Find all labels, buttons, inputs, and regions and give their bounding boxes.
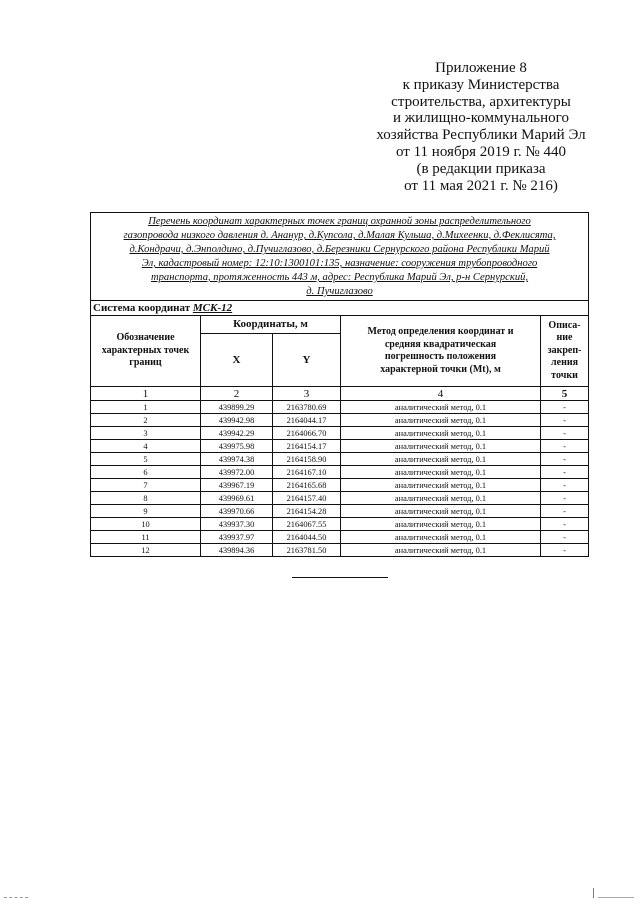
method-cell: аналитический метод, 0.1 (341, 466, 541, 479)
point-number-cell: 11 (91, 531, 201, 544)
table-row (91, 427, 589, 440)
table-row (91, 544, 589, 557)
method-cell: аналитический метод, 0.1 (341, 453, 541, 466)
y-coordinate-cell: 2164154.17 (273, 440, 341, 453)
y-coordinate-cell: 2164154.28 (273, 505, 341, 518)
column-number-row (91, 387, 589, 401)
description-cell: - (541, 414, 589, 427)
x-coordinate-cell: 439942.98 (201, 414, 273, 427)
column-number: 1 (91, 387, 201, 401)
method-cell: аналитический метод, 0.1 (341, 401, 541, 414)
column-number: 5 (541, 387, 589, 401)
title-line: газопровода низкого давления д. Ананур, д.Купсола, д.Малая Кульша, д.Михеенки, д.Феклисята, (123, 230, 556, 241)
header-text-line: Описа- (548, 319, 581, 331)
description-cell: - (541, 427, 589, 440)
method-cell: аналитический метод, 0.1 (341, 544, 541, 557)
x-coordinate-cell: 439975.98 (201, 440, 273, 453)
point-number-cell: 5 (91, 453, 201, 466)
table-row (91, 401, 589, 414)
description-header (541, 316, 589, 387)
x-coordinate-cell: 439894.36 (201, 544, 273, 557)
method-cell: аналитический метод, 0.1 (341, 518, 541, 531)
description-cell: - (541, 505, 589, 518)
y-coordinate-cell: 2164044.50 (273, 531, 341, 544)
column-number: 2 (201, 387, 273, 401)
title-line: д.Кондрачи, д.Энполдино, д.Пучиглазово, д.Березники Сернурского района Республики Марий (129, 244, 550, 255)
coordinates-header: Координаты, м (201, 316, 341, 334)
table-row (91, 505, 589, 518)
header-text-line: ления (551, 357, 579, 369)
y-coordinate-cell: 2164157.40 (273, 492, 341, 505)
header-line: (в редакции приказа (416, 160, 546, 177)
method-cell: аналитический метод, 0.1 (341, 427, 541, 440)
point-number-cell: 12 (91, 544, 201, 557)
header-text-line: Обозначение (116, 332, 175, 344)
x-header: X (201, 334, 273, 387)
x-coordinate-cell: 439937.30 (201, 518, 273, 531)
coordinate-system-label: Система координат (93, 301, 191, 314)
table-row (91, 518, 589, 531)
description-cell: - (541, 518, 589, 531)
title-line: транспорта, протяженность 443 м, адрес: Республика Марий Эл, р-н Сернурский, (150, 272, 529, 283)
y-coordinate-cell: 2163781.50 (273, 544, 341, 557)
description-cell: - (541, 440, 589, 453)
header-text-line: Метод определения координат и (367, 326, 514, 337)
method-cell: аналитический метод, 0.1 (341, 440, 541, 453)
header-line: и жилищно-коммунального (393, 110, 569, 127)
point-number-cell: 1 (91, 401, 201, 414)
x-coordinate-cell: 439942.29 (201, 427, 273, 440)
header-line: от 11 мая 2021 г. № 216) (404, 177, 558, 194)
point-number-cell: 3 (91, 427, 201, 440)
designation-header (91, 316, 201, 387)
point-number-cell: 7 (91, 479, 201, 492)
table-row (91, 414, 589, 427)
x-coordinate-cell: 439899.29 (201, 401, 273, 414)
point-number-cell: 2 (91, 414, 201, 427)
scan-edge-mark (593, 888, 594, 898)
y-header: Y (273, 334, 341, 387)
title-line: Эл, кадастровый номер: 12:10:1300101:135, назначение: сооружения трубопроводного (141, 258, 538, 269)
y-coordinate-cell: 2164165.68 (273, 479, 341, 492)
coordinates-table (90, 212, 589, 557)
description-cell: - (541, 466, 589, 479)
table-row (91, 453, 589, 466)
y-coordinate-cell: 2164167.10 (273, 466, 341, 479)
header-line: от 11 ноября 2019 г. № 440 (396, 143, 566, 160)
description-cell: - (541, 492, 589, 505)
header-text-line: характерной точки (Mt), м (380, 363, 501, 375)
method-cell: аналитический метод, 0.1 (341, 492, 541, 505)
header-line: Приложение 8 (435, 60, 527, 76)
table-row (91, 492, 589, 505)
table-row (91, 466, 589, 479)
header-text-line: ние (556, 332, 573, 344)
header-text-line: границ (129, 357, 162, 369)
coordinate-system-row (91, 301, 589, 316)
y-coordinate-cell: 2163780.69 (273, 401, 341, 414)
title-line: Перечень координат характерных точек границ охранной зоны распределительного (148, 216, 531, 227)
point-number-cell: 10 (91, 518, 201, 531)
header-line: строительства, архитектуры (391, 93, 571, 110)
point-number-cell: 4 (91, 440, 201, 453)
table-title (91, 213, 589, 301)
description-cell: - (541, 531, 589, 544)
header-text-line: средняя квадратическая (384, 338, 497, 350)
header-text-line: закреп- (547, 344, 582, 356)
x-coordinate-cell: 439970.66 (201, 505, 273, 518)
x-coordinate-cell: 439967.19 (201, 479, 273, 492)
header-line: к приказу Министерства (402, 76, 560, 93)
x-coordinate-cell: 439974.38 (201, 453, 273, 466)
x-coordinate-cell: 439969.61 (201, 492, 273, 505)
method-cell: аналитический метод, 0.1 (341, 505, 541, 518)
x-coordinate-cell: 439972.00 (201, 466, 273, 479)
y-coordinate-cell: 2164158.90 (273, 453, 341, 466)
header-text-line: погрешность положения (384, 351, 497, 362)
scan-edge-mark (598, 897, 634, 898)
description-cell: - (541, 479, 589, 492)
y-coordinate-cell: 2164066.70 (273, 427, 341, 440)
scan-edge-mark (4, 897, 28, 898)
title-line: д. Пучиглазово (306, 286, 373, 297)
point-number-cell: 8 (91, 492, 201, 505)
description-cell: - (541, 401, 589, 414)
coordinate-system-value: МСК-12 (192, 301, 233, 314)
column-number: 4 (341, 387, 541, 401)
description-cell: - (541, 453, 589, 466)
method-cell: аналитический метод, 0.1 (341, 479, 541, 492)
end-divider-line (292, 577, 388, 578)
method-cell: аналитический метод, 0.1 (341, 531, 541, 544)
method-cell: аналитический метод, 0.1 (341, 414, 541, 427)
description-cell: - (541, 544, 589, 557)
header-text-line: точки (551, 369, 578, 381)
table-row (91, 531, 589, 544)
table-row (91, 479, 589, 492)
header-line: хозяйства Республики Марий Эл (376, 127, 586, 144)
column-number: 3 (273, 387, 341, 401)
table-body (91, 401, 589, 557)
header-text-line: характерных точек (101, 344, 190, 356)
x-coordinate-cell: 439937.97 (201, 531, 273, 544)
appendix-header (356, 60, 606, 194)
table-row (91, 440, 589, 453)
y-coordinate-cell: 2164067.55 (273, 518, 341, 531)
method-header (341, 316, 541, 387)
y-coordinate-cell: 2164044.17 (273, 414, 341, 427)
point-number-cell: 6 (91, 466, 201, 479)
point-number-cell: 9 (91, 505, 201, 518)
